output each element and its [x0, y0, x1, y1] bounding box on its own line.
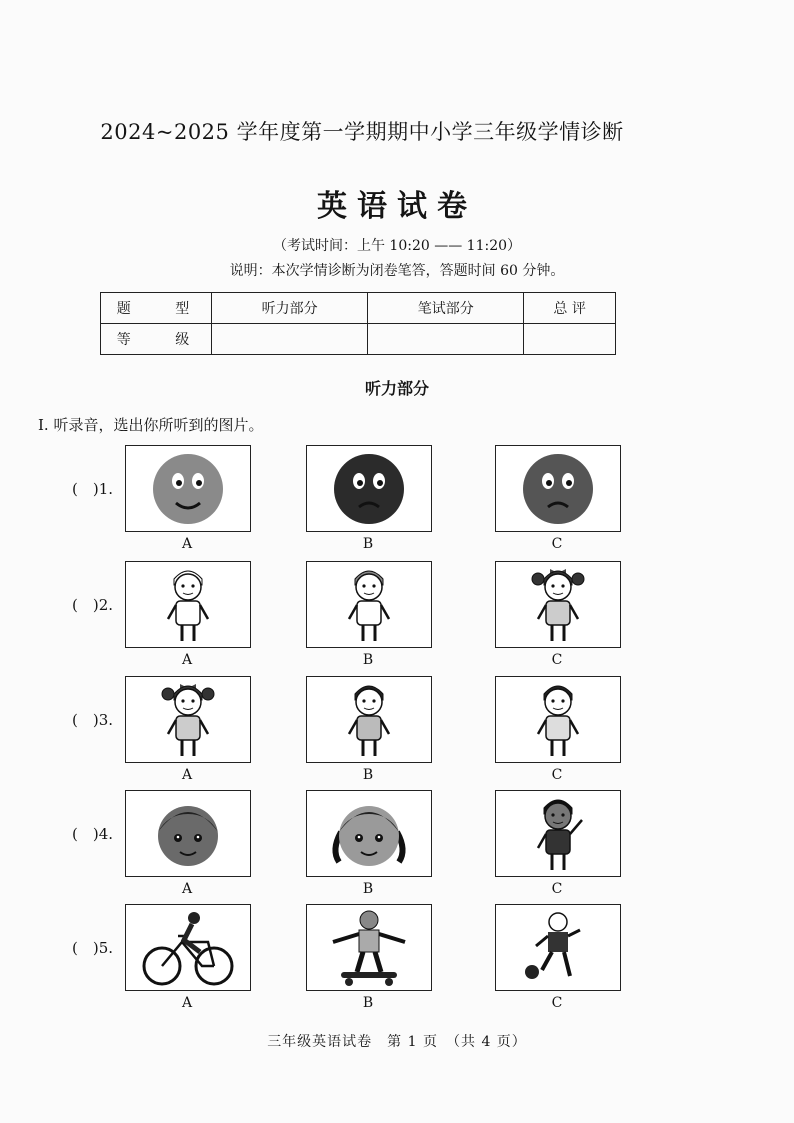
score-table-grade-row — [101, 324, 616, 355]
grandma-icon — [138, 563, 238, 647]
instruction-text: Ⅰ. 听录音，选出你所听到的图片。 — [38, 416, 264, 434]
boy-face-icon — [138, 792, 238, 876]
cell-type-label: 题 型 — [101, 293, 212, 324]
picture-option[interactable] — [495, 561, 621, 648]
cell-total-grade[interactable] — [524, 324, 616, 355]
picture-option[interactable] — [125, 904, 251, 991]
happy-face-icon — [138, 449, 238, 529]
picture-option[interactable] — [306, 676, 432, 763]
cell-grade-label: 等 级 — [101, 324, 212, 355]
exam-title: 2024~2025 学年度第一学期期中小学三年级学情诊断 — [100, 120, 624, 144]
cell-writing-label: 笔试部分 — [368, 293, 524, 324]
picture-option[interactable] — [125, 561, 251, 648]
picture-option[interactable] — [495, 445, 621, 532]
option-label: C — [551, 881, 563, 897]
question-number[interactable]: ( )5. — [72, 938, 114, 957]
girl-icon — [508, 563, 608, 647]
boy-icon — [319, 678, 419, 762]
picture-option[interactable] — [306, 904, 432, 991]
picture-option[interactable] — [125, 676, 251, 763]
exam-note: 说明：本次学情诊断为闭卷笔答，答题时间 60 分钟。 — [229, 263, 565, 279]
option-label: C — [551, 652, 563, 668]
picture-option[interactable] — [306, 445, 432, 532]
picture-option[interactable] — [495, 790, 621, 877]
question-number[interactable]: ( )2. — [72, 595, 114, 614]
option-label: B — [362, 881, 374, 897]
option-label: A — [181, 995, 193, 1011]
exam-time: （考试时间：上午 10:20 —— 11:20） — [272, 238, 522, 254]
cycling-icon — [138, 906, 238, 990]
option-label: C — [551, 536, 563, 552]
question-number[interactable]: ( )3. — [72, 710, 114, 729]
option-label: B — [362, 652, 374, 668]
score-table-header-row — [101, 293, 616, 324]
option-label: A — [181, 536, 193, 552]
option-label: B — [362, 995, 374, 1011]
option-label: B — [362, 536, 374, 552]
sad-face-gray-icon — [508, 449, 608, 529]
subject-title: 英语试卷 — [317, 189, 477, 224]
section-title: 听力部分 — [364, 379, 429, 398]
cell-listening-label: 听力部分 — [212, 293, 368, 324]
score-table — [100, 292, 616, 355]
option-label: C — [551, 767, 563, 783]
girl-face-icon — [319, 792, 419, 876]
picture-option[interactable] — [306, 790, 432, 877]
picture-option[interactable] — [125, 445, 251, 532]
page-footer: 三年级英语试卷 第 1 页 （共 4 页） — [267, 1034, 527, 1050]
boy-glasses-icon — [508, 678, 608, 762]
cell-total-label: 总 评 — [524, 293, 616, 324]
option-label: A — [181, 881, 193, 897]
picture-option[interactable] — [125, 790, 251, 877]
option-label: A — [181, 767, 193, 783]
option-label: B — [362, 767, 374, 783]
girl-icon — [138, 678, 238, 762]
grandpa-icon — [319, 563, 419, 647]
picture-option[interactable] — [495, 676, 621, 763]
question-number[interactable]: ( )1. — [72, 479, 114, 498]
sad-face-dark-icon — [319, 449, 419, 529]
cell-listening-grade[interactable] — [212, 324, 368, 355]
boy-waving-icon — [508, 792, 608, 876]
option-label: C — [551, 995, 563, 1011]
picture-option[interactable] — [306, 561, 432, 648]
cell-writing-grade[interactable] — [368, 324, 524, 355]
skateboarding-icon — [319, 906, 419, 990]
option-label: A — [181, 652, 193, 668]
picture-option[interactable] — [495, 904, 621, 991]
football-icon — [508, 906, 608, 990]
question-number[interactable]: ( )4. — [72, 824, 114, 843]
